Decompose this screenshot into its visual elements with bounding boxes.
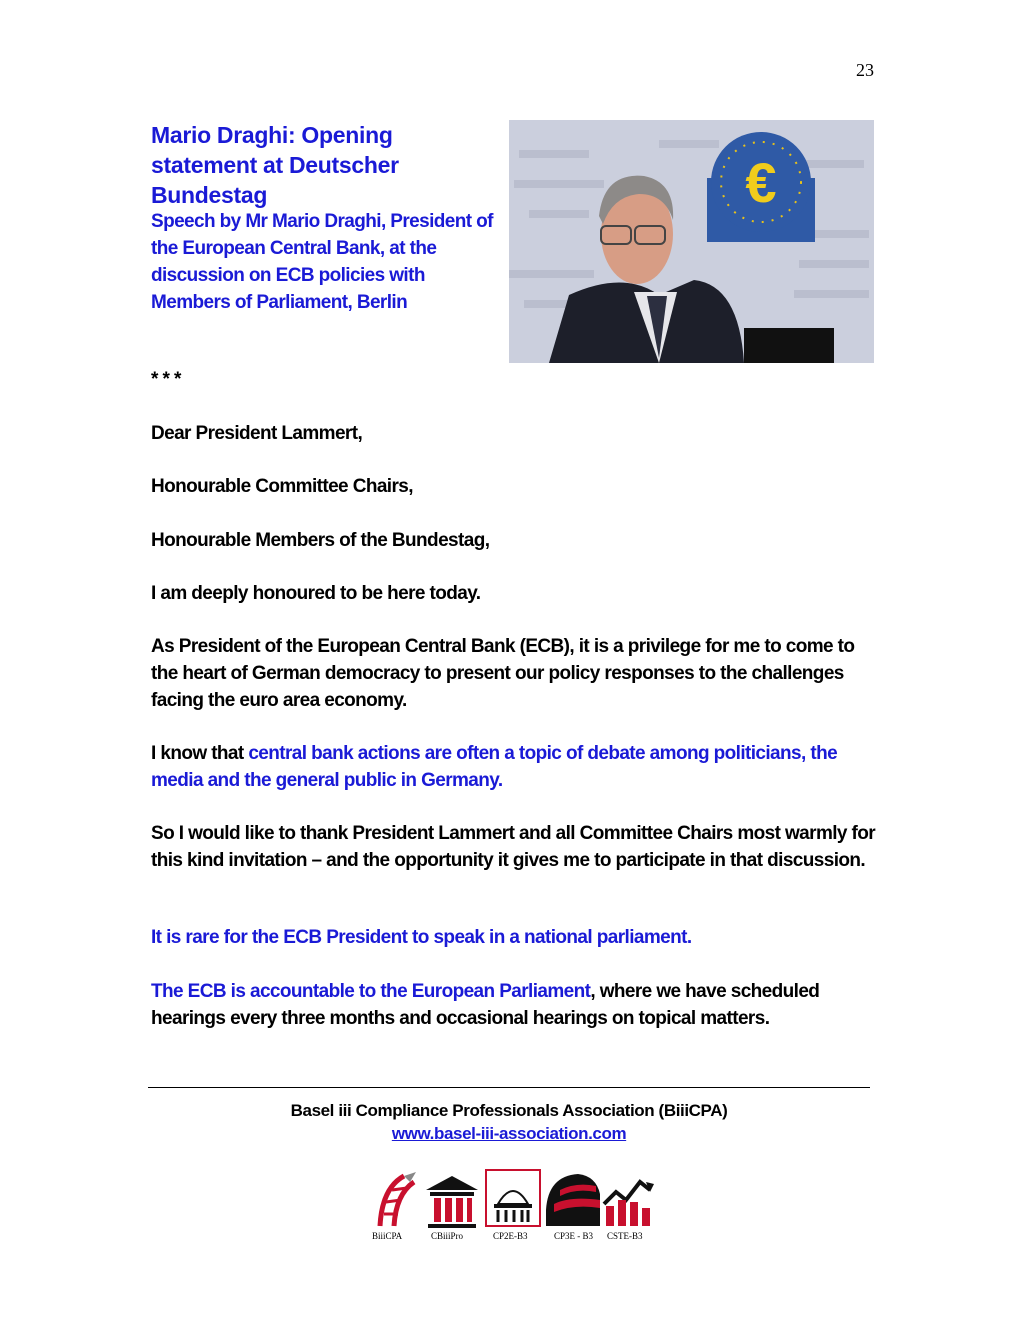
paragraph-thanks: So I would like to thank President Lammert and all Committee Chairs most warmly for this kind invitation – and the opportunity it gives me to participate in that discussion. <box>151 823 876 871</box>
cbiiipro-logo-icon <box>426 1176 478 1228</box>
salutation-members: Honourable Members of the Bundestag, <box>151 530 490 551</box>
svg-text:€: € <box>745 151 777 214</box>
paragraph-honoured: I am deeply honoured to be here today. <box>151 583 481 604</box>
footer-url-line <box>148 1124 870 1144</box>
logo-caption-cp3e-b3: CP3E - B3 <box>554 1231 594 1241</box>
paragraph-debate-intro: I know that <box>151 743 249 764</box>
speech-title: Mario Draghi: Opening statement at Deutscher Bundestag <box>151 122 399 208</box>
paragraph-ecb-privilege: As President of the European Central Bank (ECB), it is a privilege for me to come to the heart of German democracy to present our policy responses to the challenges facing the euro area economy. <box>151 636 855 711</box>
cp3e-b3-logo-icon <box>546 1174 600 1226</box>
cste-b3-logo-icon <box>604 1182 654 1226</box>
speech-subtitle: Speech by Mr Mario Draghi, President of the European Central Bank, at the discussion on ECB policies with Members of Parliament, Berlin <box>151 211 493 313</box>
paragraph-debate-highlight: central bank actions are often a topic of debate among politicians, the media and the general public in Germany. <box>151 743 838 791</box>
speaker-photo <box>509 120 874 363</box>
separator: * * * <box>151 369 181 390</box>
logo-caption-biiicpa: BiiiCPA <box>372 1231 403 1241</box>
paragraph-accountable-rest: , where we have scheduled hearings every three months and occasional hearings on topical matters. <box>151 981 820 1029</box>
salutation-chairs: Honourable Committee Chairs, <box>151 476 413 497</box>
salutation-president: Dear President Lammert, <box>151 423 363 444</box>
footer-association: Basel iii Compliance Professionals Association (BiiiCPA) <box>290 1101 728 1120</box>
paragraph-accountable <box>151 978 876 1032</box>
logo-caption-cp2e-b3: CP2E-B3 <box>493 1231 528 1241</box>
logo-caption-cbiiipro: CBiiiPro <box>431 1231 464 1241</box>
cp2e-b3-logo-icon <box>486 1170 540 1226</box>
biiicpa-logo-icon <box>380 1172 416 1226</box>
paragraph-accountable-highlight: The ECB is accountable to the European Parliament <box>151 981 591 1002</box>
logo-caption-cste-b3: CSTE-B3 <box>607 1231 643 1241</box>
page-number: 23 <box>856 60 874 80</box>
ecb-speaker-image <box>509 120 874 363</box>
footer-divider <box>148 1087 870 1088</box>
association-link[interactable]: www.basel-iii-association.com <box>391 1124 627 1143</box>
paragraph-debate <box>151 740 876 794</box>
paragraph-rare: It is rare for the ECB President to speak in a national parliament. <box>151 927 692 948</box>
